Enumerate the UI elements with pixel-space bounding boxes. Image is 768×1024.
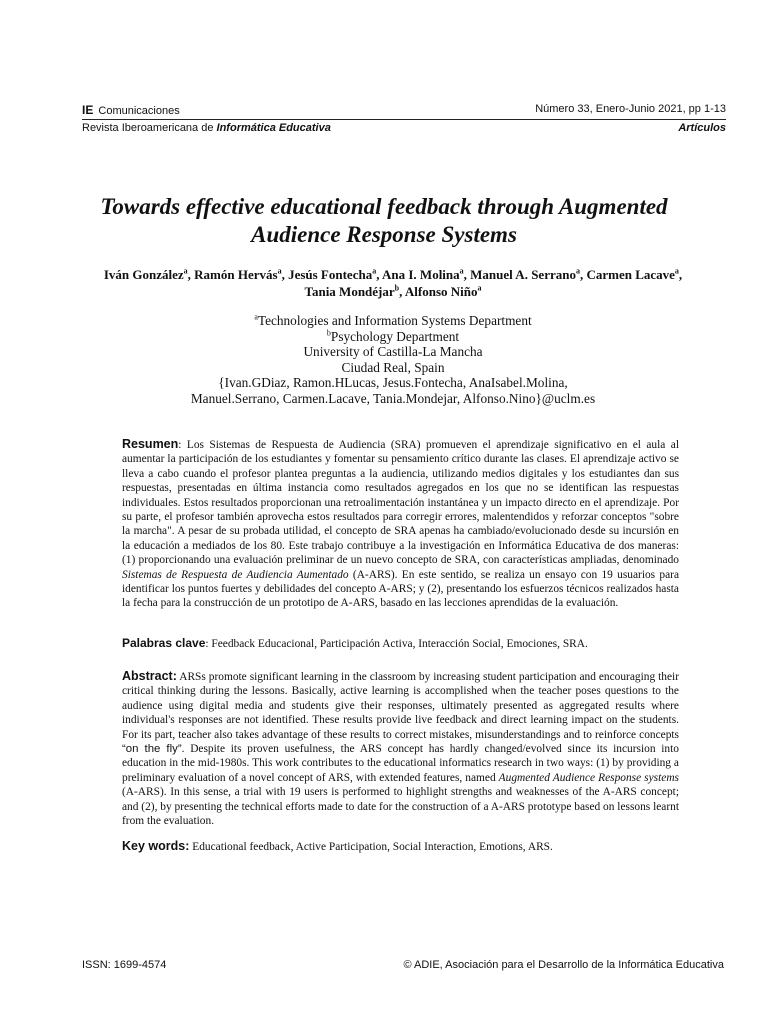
copyright: © ADIE, Asociación para el Desarrollo de la Informática Educativa	[403, 959, 724, 971]
section-label: Artículos	[678, 122, 726, 134]
paper-title: Towards effective educational feedback through Augmented Audience Response Systems	[100, 194, 668, 247]
running-header-bottom	[82, 122, 726, 136]
key-words-label: Key words:	[122, 839, 190, 853]
affiliation-marker: a	[459, 266, 464, 276]
author-name: Jesús Fontecha	[288, 267, 373, 282]
author-name: Iván González	[103, 267, 184, 282]
resumen-label: Resumen	[122, 437, 179, 451]
running-header-top	[82, 103, 726, 117]
affiliation-b: $^b$Psychology Department	[326, 328, 460, 344]
affiliation-marker: a	[674, 266, 679, 276]
author-name: Ramón Hervás	[194, 267, 278, 282]
affiliation-marker: a	[372, 266, 377, 276]
author-name: Ana I. Molina	[382, 267, 460, 282]
affiliation-marker: a	[477, 283, 482, 293]
issue-info: Número 33, Enero-Junio 2021, pp 1-13	[535, 103, 726, 115]
university: University of Castilla-La Mancha	[303, 344, 483, 360]
author-list: Iván González$^a$, Ramón Hervás$^a$, Jesús Fontecha$^a$, Ana I. Molina$^a$, Manuel A. Serrano$^a$, Carmen Lacave$^a$, Tania Mondéjar$^b$, Alfonso Niño$^a$	[103, 266, 683, 299]
abstract-label: Abstract:	[122, 669, 177, 683]
city: Ciudad Real, Spain	[341, 359, 445, 375]
abstract-paragraph: Abstract: ARSs promote significant learning in the classroom by increasing student participation and encouraging their critical thinking during the lessons. Basically, active learning is accomplished when the teacher poses questions to the audience using digital media and students give their responses, ultimately presented as aggregated results where individual's responses are not identified. These results provide live feedback and direct learning impact on the students. For its part, teacher also takes advantage of these results to correct mistakes, misunderstandings and to reinforce concepts “on the fly”. Despite its proven usefulness, the ARS concept has hardly changed/evolved since its incursion into education in the mid-1980s. This work contributes to the educational informatics research in two ways: (1) by providing a preliminary evaluation of a novel concept of ARS, with extended features, named Augmented Audience Response systems (A-ARS). In this sense, a trial with 19 users is performed to highlight strengths and weaknesses of the A-ARS concept; and (2), by presenting the technical efforts made to date for the construction of a A-ARS prototype based on lessons learnt from the evaluation.	[122, 669, 679, 828]
author-name: Carmen Lacave	[586, 267, 675, 282]
affiliation-marker: b	[394, 283, 400, 293]
affiliation-a: $^a$Technologies and Information Systems Department	[254, 312, 532, 328]
author-name: Alfonso Niño	[404, 284, 478, 299]
affiliation-marker: a	[183, 266, 188, 276]
affiliation-marker: a	[575, 266, 580, 276]
journal-short-name: IE Comunicaciones	[82, 103, 180, 117]
palabras-clave-label: Palabras clave	[122, 636, 206, 650]
header-divider	[82, 119, 726, 120]
emails-line-2: Manuel.Serrano, Carmen.Lacave, Tania.Mondejar, Alfonso.Nino}@uclm.es	[190, 390, 596, 406]
author-name: Tania Mondéjar	[304, 284, 395, 299]
issn: ISSN: 1699-4574	[82, 959, 167, 971]
key-words-paragraph: Key words: Educational feedback, Active Participation, Social Interaction, Emotions, ARS.	[122, 839, 553, 853]
journal-full-name: Revista Iberoamericana de Informática Educativa	[82, 122, 331, 134]
emails-line-1: {Ivan.GDiaz, Ramon.HLucas, Jesus.Fontecha, AnaIsabel.Molina,	[218, 375, 568, 391]
resumen-paragraph: Resumen: Los Sistemas de Respuesta de Audiencia (SRA) promueven el aprendizaje significativo en el aula al aumentar la participación de los estudiantes y fomentar su pensamiento crítico durante las clases. El aprendizaje activo se lleva a cabo cuando el profesor plantea preguntas a la audiencia, utilizando medios digitales y los estudiantes dan sus respuestas, presentadas en última instancia como resultados agregados en los que no se identifican las respuestas individuales. Estos resultados proporcionan una retroalimentación instantánea y un impacto directo en el aprendizaje. Por su parte, el profesor también aprovecha estos resultados para corregir errores, malentendidos y reforzar conceptos "sobre la marcha". A pesar de su probada utilidad, el concepto de SRA apenas ha cambiado/evolucionado desde su incursión en la educación a mediados de los 80. Este trabajo contribuye a la investigación en Informática Educativa de dos maneras: (1) proporcionando una evaluación preliminar de un nuevo concepto de SRA, con características ampliadas, denominado Sistemas de Respuesta de Audiencia Aumentado (A-ARS). En este sentido, se realiza un ensayo con 19 usuarios para identificar los puntos fuertes y debilidades del concepto A-ARS; y (2), presentando los esfuerzos técnicos realizados hasta la fecha para la construcción de un prototipo de A-ARS, basado en las lecciones aprendidas de la evaluación.	[122, 437, 679, 610]
affiliations	[84, 313, 702, 407]
author-name: Manuel A. Serrano	[470, 267, 576, 282]
affiliation-marker: a	[277, 266, 282, 276]
palabras-clave-paragraph: Palabras clave: Feedback Educacional, Participación Activa, Interacción Social, Emociones, SRA.	[122, 636, 588, 650]
